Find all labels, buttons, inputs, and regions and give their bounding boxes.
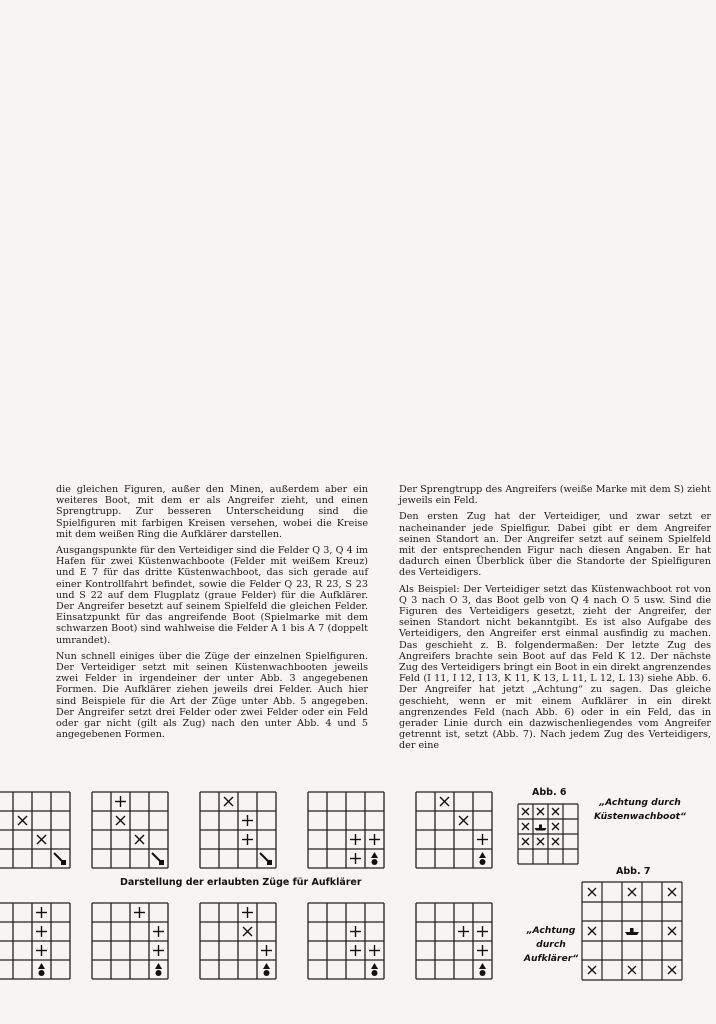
arrow-marker-icon (371, 963, 378, 976)
boat-icon (625, 928, 639, 935)
paragraph: Als Beispiel: Der Verteidiger setzt das Küstenwachboot rot von Q 3 nach O 3, das Boot gelb von Q 4 nach O 5 usw. Sind die Figuren des Verteidigers gesetzt, zieht der Angreifer, der seinen Standort nicht bekanntgibt. Es ist also Aufgabe des Verteidigers, den Angreifer erst einmal ausfindig zu machen. Das geschieht z. B. folgendermaßen: Der letzte Zug des Angreifers brachte sein Boot auf das Feld K 12. Der nächste Zug des Verteidigers bringt ein Boot in ein direkt angrenzendes Feld (I 11, I 12, I 13, K 11, K 13, L 11, L 12, L 13) siehe Abb. 6. Der Angreifer hat jetzt „Achtung“ zu sagen. Das gleiche geschieht, wenn er mit einem Aufklärer in ein direkt angrenzendes Feld (nach Abb. 6) oder in ein Feld, das in gerader Linie durch ein dazwischenliegendes vom Angreifer getrennt ist, setzt (Abb. 7). Nach jedem Zug des Verteidigers, der eine (399, 583, 711, 752)
paragraph: Ausgangspunkte für den Verteidiger sind die Felder Q 3, Q 4 im Hafen für zwei Küstenwachboote (Felder mit weißem Kreuz) und E 7 für das dritte Küstenwachboot, das sich gerade auf einer Kontrollfahrt befindet, sowie die Felder Q 23, R 23, S 23 und S 22 auf dem Flugplatz (graue Felder) für die Aufklärer. Der Angreifer besetzt auf seinem Spielfeld die gleichen Felder. Einsatzpunkt für das angreifende Boot (Spielmarke mit dem schwarzen Boot) sind wahlweise die Felder A 1 bis A 7 (doppelt umrandet). (56, 545, 368, 646)
arrow-marker-icon (38, 963, 45, 976)
move-grid-2 (92, 792, 168, 868)
arrow-marker-icon (152, 853, 164, 865)
paragraph: Der Sprengtrupp des Angreifers (weiße Marke mit dem S) zieht jeweils ein Feld. (399, 484, 711, 507)
arrow-marker-icon (155, 963, 162, 976)
aufklaerer-grid-5 (416, 903, 492, 979)
move-grid-1 (0, 792, 70, 868)
aufklaerer-grid-3 (200, 903, 276, 979)
arrow-marker-icon (371, 852, 378, 865)
boat-icon (535, 825, 547, 831)
arrow-marker-icon (479, 852, 486, 865)
aufklaerer-grid-2 (92, 903, 168, 979)
text-column-left (56, 484, 368, 745)
arrow-marker-icon (260, 853, 272, 865)
paragraph: Den ersten Zug hat der Verteidiger, und zwar setzt er nacheinander jede Spielfigur. Dabei gibt er dem Angreifer seinen Standort an. Der Angreifer setzt auf seinem Spielfeld mit der entsprechenden Figur nach diesen Angaben. Er hat dadurch einen Überblick über die Standorte der Spielfiguren des Verteidigers. (399, 511, 711, 579)
abb7-grid (582, 882, 682, 980)
arrow-marker-icon (263, 963, 270, 976)
move-diagrams (0, 780, 716, 1024)
paragraph: Nun schnell einiges über die Züge der einzelnen Spielfiguren. Der Verteidiger setzt mit seinen Küstenwachbooten jeweils zwei Felder in irgendeiner der unter Abb. 3 angegebenen Formen. Die Aufklärer ziehen jeweils drei Felder. Auch hier sind Beispiele für die Art der Züge unter Abb. 5 angegeben. Der Angreifer setzt drei Felder oder zwei Felder oder ein Feld oder gar nicht (gilt als Zug) nach den unter Abb. 4 und 5 angegebenen Formen. (56, 650, 368, 741)
paragraph: die gleichen Figuren, außer den Minen, außerdem aber ein weiteres Boot, mit dem er als Angreifer zieht, und einen Sprengtrupp. Zur besseren Unterscheidung sind die Spielfiguren mit farbigen Kreisen versehen, wobei die Kreise mit dem weißen Ring die Aufklärer darstellen. (56, 484, 368, 540)
abb6-grid (518, 804, 578, 864)
text-column-right (399, 484, 711, 757)
figure-caption: Darstellung der erlaubten Züge für Aufklärer (120, 877, 362, 888)
arrow-marker-icon (479, 963, 486, 976)
abb6-note: „Achtung durch Küstenwachboot“ (594, 797, 686, 822)
move-grid-4 (308, 792, 384, 868)
figure-label-abb6: Abb. 6 (532, 787, 567, 798)
aufklaerer-grid-1 (0, 903, 70, 979)
arrow-marker-icon (54, 853, 66, 865)
aufklaerer-grid-4 (308, 903, 384, 979)
move-grid-5 (416, 792, 492, 868)
figure-label-abb7: Abb. 7 (616, 866, 651, 877)
abb7-note: „Achtung durch Aufklärer“ (523, 925, 579, 964)
move-grid-3 (200, 792, 276, 868)
